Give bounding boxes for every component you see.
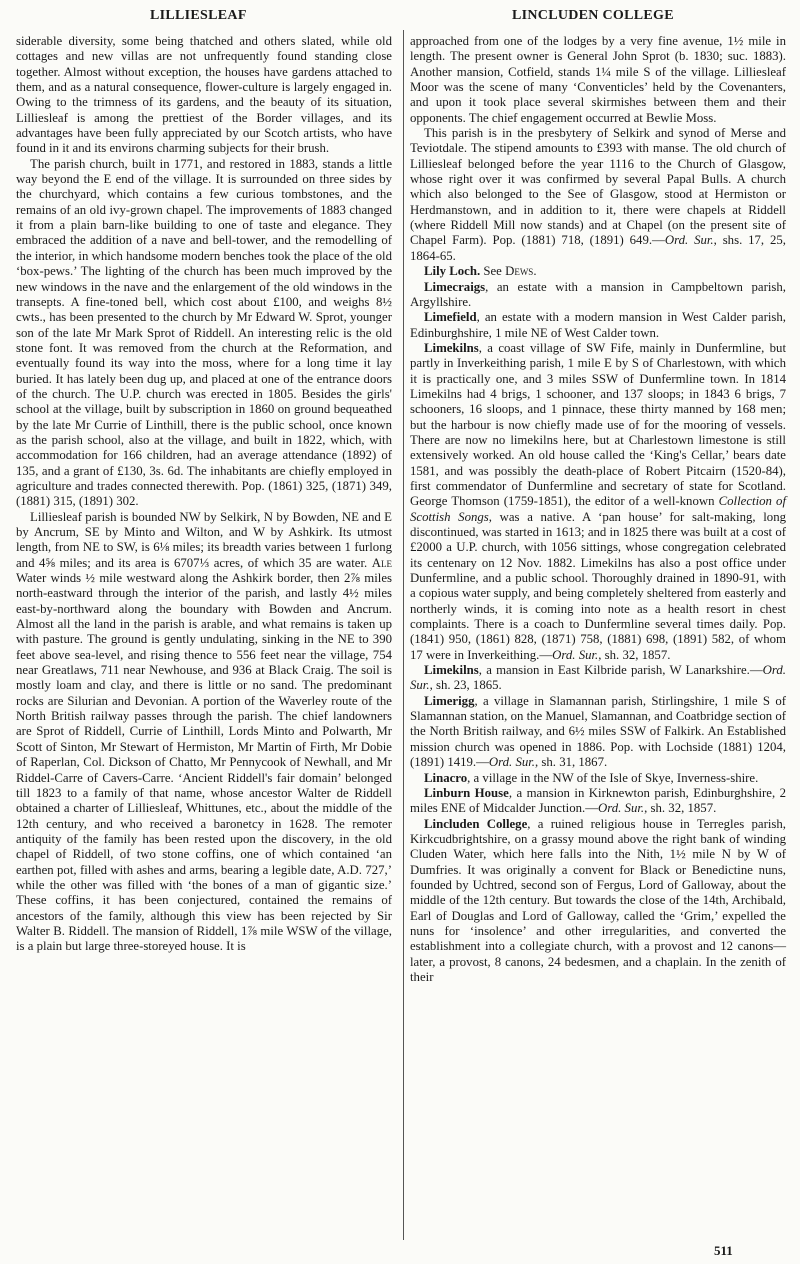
ord-sur-ref: Ord. Sur. xyxy=(488,755,536,770)
entry-text: , a mansion in Kirknewton parish, Edinburghshire, 2 miles ENE of Midcalder Junction.— xyxy=(410,785,786,816)
paragraph-village-description: siderable diversity, some being thatched and others slated, while old cottages and new villas are not unfrequently found standing close together. Almost without exception, the houses have gardens attached to them, and as a natural consequence, flower-culture is largely engaged in. Owing to the trimness of its gardens, and the beauty of its situation, Lilliesleaf is among the prettiest of the Border villages, and its advantages have been fully appreciated by our Scotch artists, who have found in it and its environs charming subjects for their brush. xyxy=(16,34,392,156)
column-divider xyxy=(403,30,404,1240)
entry-text: , an estate with a mansion in Campbeltown parish, Argyllshire. xyxy=(410,279,786,309)
entry-text: , was a native. A ‘pan house’ for salt-making, long discontinued, was started in 1613; and in 1825 there was built at a cost of £2000 a U.P. church, with 1056 sittings, whose congregation celebrated its centenary on 12 Nov. 1882. Limekilns has also a post office under Dunfermline, and a public school. Thoroughly drained in 1890-91, with a copious water supply, and being completely sheltered from easterly and northerly winds, it is coming into note as a health resort in chest complaints. There is a coach to Dunfermline several times daily. Pop. (1841) 950, (1861) 828, (1871) 758, (1881) 698, (1891) 582, of whom 17 were in Inverkeithing.— xyxy=(410,509,787,662)
headword: Limefield xyxy=(424,310,477,325)
ord-sur-ref: Ord. Sur. xyxy=(598,801,645,816)
headword: Limekilns xyxy=(424,663,479,678)
entry-limecraigs xyxy=(410,280,786,311)
running-head xyxy=(0,8,800,28)
headword: Linacro xyxy=(424,770,468,785)
xref-dews: Dews xyxy=(505,264,534,279)
running-head-left: LILLIESLEAF xyxy=(150,8,247,23)
entry-lincluden-college xyxy=(410,817,786,986)
ord-sur-ref: Ord. Sur. xyxy=(410,663,786,693)
paragraph-riddell-avenue: approached from one of the lodges by a very fine avenue, 1½ mile in length. The present owner is General John Sprot (b. 1830; suc. 1883). Another mansion, Cotfield, stands 1¼ mile S of the village. Lilliesleaf Moor was the scene of many ‘Conventicles’ held by the Covenanters, and upon it took place several skirmishes between them and their opponents. The chief engagement occurred at Bewlie Moss. xyxy=(410,34,786,125)
paragraph-parish-bounds xyxy=(16,510,392,955)
parish-bounds-text-cont: Water winds ½ mile westward along the Ashkirk border, then 2⅞ miles north-eastward through the interior of the parish, and lastly 4½ miles east-by-northward along the boundary with Bowden and Ancrum. Almost all the land in the parish is arable, and what remains is taken up with pasture. The ground is gently undulating, sinking in the NE to 390 feet above sea-level, and rising thence to 556 feet near the village, 754 near Greatlaws, 711 near Newhouse, and 936 at Black Craig. The soil is mostly loam and clay, and there is little or no sand. The predominant rocks are Silurian and Devonian. A portion of the Waverley route of the North British railway passes through the parish. The chief landowners are Sprot of Riddell, Currie of Linthill, Lords Minto and Polwarth, Mr Scott of Sinton, Mr Stewart of Hermiston, Mr Martin of Firth, Mr Dobie of Raperlan, Col. Dickson of Chatto, Mr Pennycook of Newhall, and Mr Riddel-Carre of Cavers-Carre. ‘Ancient Riddell's fair domain’ belonged till 1823 to a family of that name, whose ancestor Walter de Riddell obtained a charter of Lilliesleaf, Whittunes, etc., about the middle of the 12th century, and who received a baronetcy in 1628. The remoter antiquity of the family has been rested upon the discovery, in the old chapel of Riddell, of two stone coffins, one of which contained ‘an earthen pot, filled with ashes and arms, bearing a legible date, A.D. 727,’ while the other was filled with ‘the bones of a man of gigantic size.’ These coffins, it has been conjectured, contained the remains of ancestors of the family, although this view has been rejected by Sir Walter B. Riddell. The mansion of Riddell, 1⅞ mile WSW of the village, is a plain but large three-storeyed house. It is xyxy=(16,571,392,954)
headword: Limekilns xyxy=(424,340,479,355)
entry-text: , a village in Slamannan parish, Stirlingshire, 1 mile S of Slamannan station, on the Manuel, Slamannan, and Coatbridge section of the North British railway, and 6½ miles SSW of Falkirk. An Established mission church was opened in 1886. Pop. with Lochside (1881) 1204, (1891) 1419.— xyxy=(410,693,787,770)
headword: Linburn House xyxy=(424,785,509,800)
entry-limekilns-village xyxy=(410,341,786,663)
left-column xyxy=(16,34,392,955)
right-column xyxy=(410,34,786,985)
headword: Limerigg xyxy=(424,693,475,708)
presbytery-sheets: , shs. 17, 25, 1864-65. xyxy=(410,233,786,263)
entry-lily-loch xyxy=(410,264,786,279)
running-head-right: LINCLUDEN COLLEGE xyxy=(512,8,674,23)
entry-text: , sh. 23, 1865. xyxy=(429,678,502,693)
entry-text: , sh. 31, 1867. xyxy=(535,755,608,770)
page-number: 511 xyxy=(714,1243,733,1258)
entry-text: , a village in the NW of the Isle of Skye, Inverness-shire. xyxy=(467,770,759,785)
headword: Lily Loch. xyxy=(424,264,481,279)
entry-limefield xyxy=(410,310,786,341)
parish-bounds-text: Lilliesleaf parish is bounded NW by Selkirk, N by Bowden, NE and E by Ancrum, SE by Minto and Wilton, and W by Ashkirk. Its utmost length, from NE to SW, is 6⅛ miles; its breadth varies between 1 furlong and 4⅝ miles; and its area is 6707⅓ acres, of which 35 are water. xyxy=(16,509,392,570)
entry-text: , an estate with a modern mansion in West Calder parish, Edinburghshire, 1 mile NE of West Calder town. xyxy=(410,310,786,340)
entry-text: , sh. 32, 1857. xyxy=(644,801,717,816)
entry-limerigg xyxy=(410,694,786,771)
ord-sur-ref: Ord. Sur. xyxy=(664,233,714,248)
book-title: Collection of Scottish Songs xyxy=(410,494,786,524)
entry-text: , a coast village of SW Fife, mainly in Dunfermline, but partly in Inverkeithing parish, 1 mile E by S of Charlestown, with which it is practically one, and 3 miles SSW of Dunfermline town. In 1814 Limekilns had 4 brigs, 1 schooner, and 137 sloops; in 1843 6 brigs, 7 schooners, 16 sloops, and 1 pinnace, these thirty manned by 168 men; but the harbour is now chiefly made use of for the mooring of vessels. There are now no limekilns here, but at Charlestown limestone is still extensively worked. An old house called the ‘King's Cellar,’ bears date 1581, and was possibly the death-place of Robert Pitcairn (1520-84), first commendator of Dunfermline and secretary of state for Scotland. George Thomson (1759-1851), the editor of a well-known xyxy=(410,340,786,509)
entry-text: See xyxy=(480,264,506,279)
paragraph-parish-church: The parish church, built in 1771, and restored in 1883, stands a little way beyond the E end of the village. It is surrounded on three sides by the churchyard, which contains a few curious tombstones, and the remains of an old ivy-grown chapel. The improvements of 1883 changed it from a plain barn-like building to one of taste and elegance. They embraced the addition of a nave and bell-tower, and the remodelling of the interior, in which handsome modern benches took the place of the old ‘box-pews.’ The lighting of the church has been much improved by the new windows in the nave and the enlargement of the old windows in the transepts. A fine-toned bell, which cost about £100, and weighs 8½ cwts., has been presented to the church by Mr Edward W. Sprot, younger son of the late Mr Mark Sprot of Riddell. An interesting relic is the old stone font. It was removed from the church at the Reformation, and eventually found its way into the moss, where for a long time it lay buried. It has lately been dug up, and placed at one of the entrance doors of the church. The U.P. church was erected in 1805. Besides the girls' school at the village, built by subscription in 1860 on ground bequeathed by the late Mr Currie of Linthill, there is the public school, once known as the parish school, also at the village, and built in 1822, which, with accommodation for 166 children, had an average attendance (1892) of 135, and a grant of £130, 3s. 6d. The inhabitants are chiefly employed in agriculture and trades connected therewith. Pop. (1861) 325, (1871) 349, (1881) 315, (1891) 302. xyxy=(16,156,392,509)
entry-text: , sh. 32, 1857. xyxy=(598,647,671,662)
presbytery-text: This parish is in the presbytery of Selkirk and synod of Merse and Teviotdale. The stipend amounts to £393 with manse. The old church of Lilliesleaf belonged before the year 1116 to the Church of Glasgow, whose right over it was confirmed by several Papal Bulls. A church which also belonged to the See of Glasgow, stood at Hermiston or Herdmanstown, and in addition to it, there were chapels at Riddell (where Riddell Mill now stands) and at Chapel (on the present site of Chapel Farm). Pop. (1881) 718, (1891) 649.— xyxy=(410,126,786,248)
entry-linacro xyxy=(410,771,786,786)
entry-text: , a mansion in East Kilbride parish, W Lanarkshire.— xyxy=(478,663,763,678)
entry-linburn-house xyxy=(410,786,786,817)
entry-limekilns-mansion xyxy=(410,663,786,694)
ord-sur-ref: Ord. Sur. xyxy=(552,647,599,662)
entry-text: . xyxy=(533,264,537,279)
xref-ale-water: Ale xyxy=(371,555,392,570)
entry-text: , a ruined religious house in Terregles parish, Kirkcudbrightshire, on a grassy mound above the right bank of winding Cluden Water, which here falls into the Nith, 1½ mile N by W of Dumfries. It was originally a convent for Black or Benedictine nuns, founded by Uchtred, second son of Fergus, Lord of Galloway, about the middle of the 12th century. But towards the close of the 14th, Archibald, Earl of Douglas and Lord of Galloway, called the ‘Grim,’ expelled the nuns for ‘insolence’ and other irregularities, and converted the establishment into a collegiate church, with a provost and 12 canons—later, a provost, 8 canons, 24 bedesmen, and a chaplain. In the zenith of their xyxy=(410,816,787,984)
headword: Lincluden College xyxy=(424,816,528,831)
headword: Limecraigs xyxy=(424,279,486,294)
paragraph-presbytery xyxy=(410,126,786,264)
